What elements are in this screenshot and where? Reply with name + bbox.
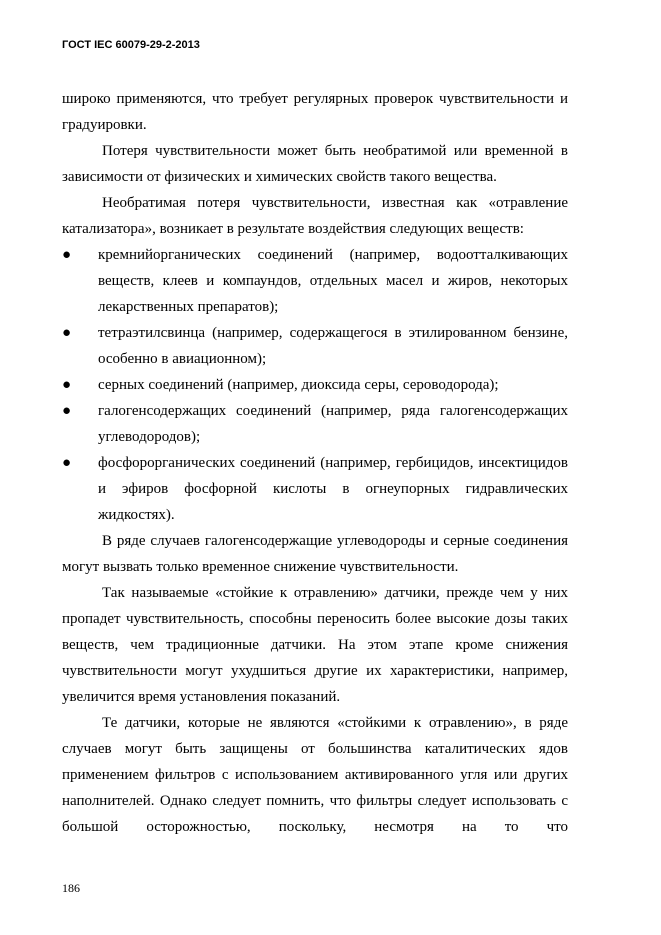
paragraph: Так называемые «стойкие к отравлению» датчики, прежде чем у них пропадет чувствительность, способны переносить более высокие дозы таких веществ, чем традиционные датчики. На этом этапе кроме снижения чувствительности могут ухудшиться другие их характеристики, например, увеличится время установления показаний. <box>62 585 568 705</box>
paragraph: Потеря чувствительности может быть необратимой или временной в зависимости от физических и химических свойств такого вещества. <box>62 143 568 185</box>
list-item <box>62 320 568 372</box>
list-item <box>62 398 568 450</box>
list-item-text: серных соединений (например, диоксида серы, сероводорода); <box>98 377 499 393</box>
bullet-icon: ● <box>62 403 72 419</box>
list-item-text: тетраэтилсвинца (например, содержащегося в этилированном бензине, особенно в авиационном); <box>98 325 568 367</box>
bullet-icon: ● <box>62 377 72 393</box>
standard-header: ГОСТ IEC 60079-29-2-2013 <box>62 39 200 51</box>
bullet-icon: ● <box>62 325 72 341</box>
paragraph-continuation: широко применяются, что требует регулярных проверок чувствительности и градуировки. <box>62 91 568 133</box>
list-item-text: кремнийорганических соединений (например, водоотталкивающих веществ, клеев и компаундов, отдельных масел и жиров, некоторых лекарственных препаратов); <box>98 247 568 315</box>
substance-list <box>62 242 568 528</box>
list-item <box>62 450 568 528</box>
list-item <box>62 242 568 320</box>
page-number: 186 <box>62 881 80 895</box>
list-item-text: галогенсодержащих соединений (например, ряда галогенсодержащих углеводородов); <box>98 403 568 445</box>
bullet-icon: ● <box>62 455 72 471</box>
paragraph: Необратимая потеря чувствительности, известная как «отравление катализатора», возникает в результате воздействия следующих веществ: <box>62 195 568 237</box>
list-item <box>62 372 568 398</box>
body-text <box>62 86 568 840</box>
paragraph: В ряде случаев галогенсодержащие углеводороды и серные соединения могут вызвать только временное снижение чувствительности. <box>62 533 568 575</box>
list-item-text: фосфорорганических соединений (например, гербицидов, инсектицидов и эфиров фосфорной кислоты в огнеупорных гидравлических жидкостях). <box>98 455 568 523</box>
paragraph: Те датчики, которые не являются «стойкими к отравлению», в ряде случаев могут быть защищены от большинства каталитических ядов применением фильтров с использованием активированного угля или других наполнителей. Однако следует помнить, что фильтры следует использовать с большой осторожностью, поскольку, несмотря на то что <box>62 715 568 835</box>
bullet-icon: ● <box>62 247 72 263</box>
